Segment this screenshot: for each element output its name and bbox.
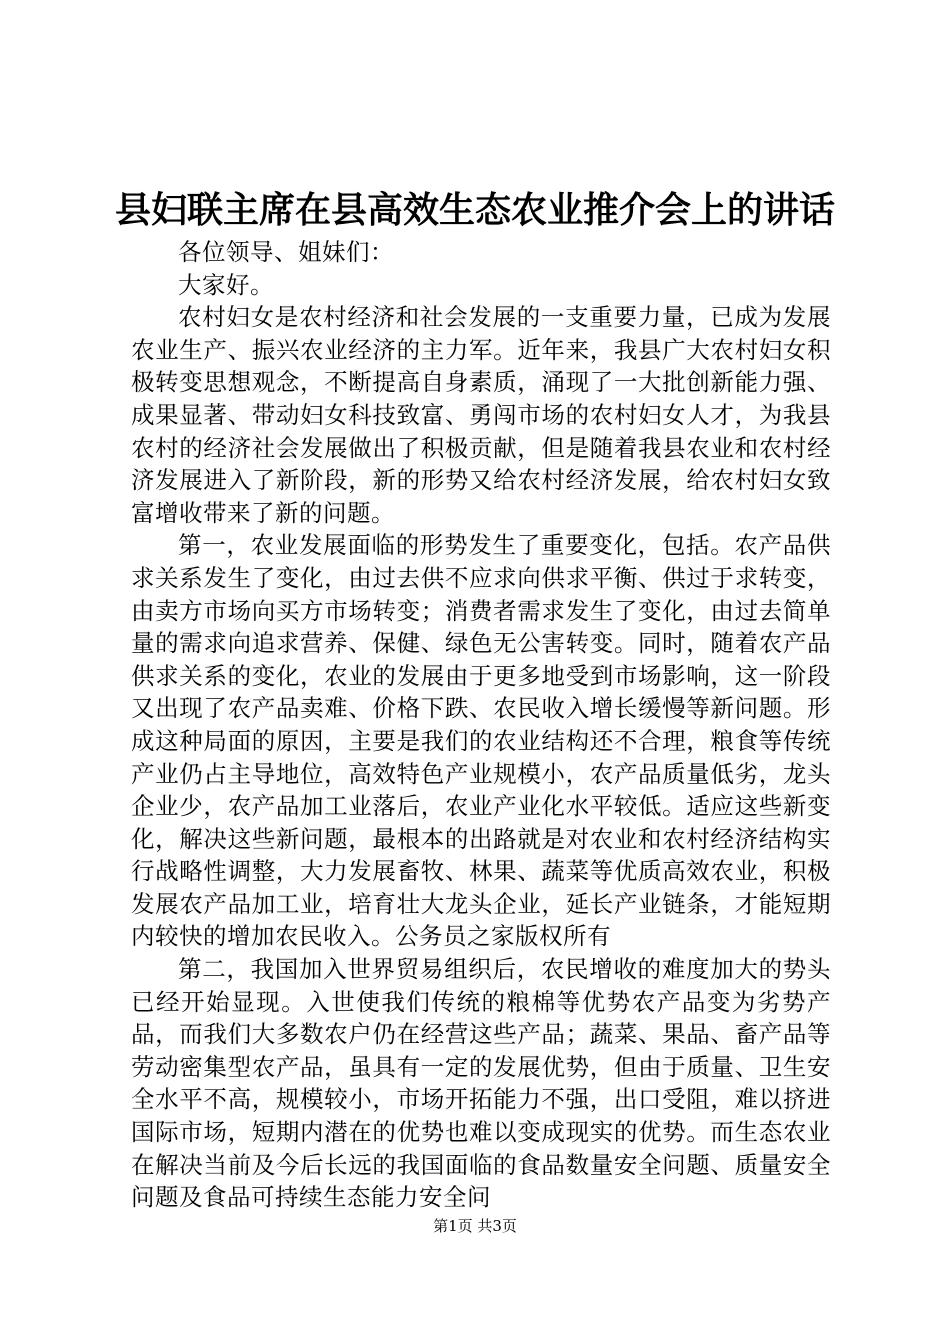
paragraph-hello: 大家好。 xyxy=(178,270,274,299)
document-body xyxy=(131,236,831,1214)
page-number-footer: 第1页 共3页 xyxy=(433,1217,517,1235)
paragraph-greeting: 各位领导、姐妹们： xyxy=(178,238,394,266)
paragraph-first-point: 第一，农业发展面临的形势发生了重要变化，包括。农产品供求关系发生了变化，由过去供不应求向供求平衡、供过于求转变，由卖方市场向买方市场转变；消费者需求发生了变化，由过去简单量的需求向追求营养、保健、绿色无公害转变。同时，随着农产品供求关系的变化，农业的发展由于更多地受到市场影响，这一阶段又出现了农产品卖难、价格下跌、农民收入增长缓慢等新问题。形成这种局面的原因，主要是我们的农业结构还不合理，粮食等传统产业仍占主导地位，高效特色产业规模小，农产品质量低劣，龙头企业少，农产品加工业落后，农业产业化水平较低。适应这些新变化，解决这些新问题，最根本的出路就是对农业和农村经济结构实行战略性调整，大力发展畜牧、林果、蔬菜等优质高效农业，积极发展农产品加工业，培育壮大龙头企业，延长产业链条，才能短期内较快的增加农民收入。公务员之家版权所有 xyxy=(131,531,831,951)
paragraph-second-point: 第二，我国加入世界贸易组织后，农民增收的难度加大的势头已经开始显现。入世使我们传统的粮棉等优势农产品变为劣势产品，而我们大多数农户仍在经营这些产品；蔬菜、果品、畜产品等劳动密集型农产品，虽具有一定的发展优势，但由于质量、卫生安全水平不高，规模较小，市场开拓能力不强，出口受阻，难以挤进国际市场，短期内潜在的优势也难以变成现实的优势。而生态农业在解决当前及今后长远的我国面临的食品数量安全问题、质量安全问题及食品可持续生态能力安全问 xyxy=(131,955,831,1212)
document-title: 县妇联主席在县高效生态农业推介会上的讲话 xyxy=(114,189,835,231)
paragraph-intro: 农村妇女是农村经济和社会发展的一支重要力量，已成为发展农业生产、振兴农业经济的主力军。近年来，我县广大农村妇女积极转变思想观念，不断提高自身素质，涌现了一大批创新能力强、成果显著、带动妇女科技致富、勇闯市场的农村妇女人才，为我县农村的经济社会发展做出了积极贡献，但是随着我县农业和农村经济发展进入了新阶段，新的形势又给农村经济发展，给农村妇女致富增收带来了新的问题。 xyxy=(131,303,831,527)
